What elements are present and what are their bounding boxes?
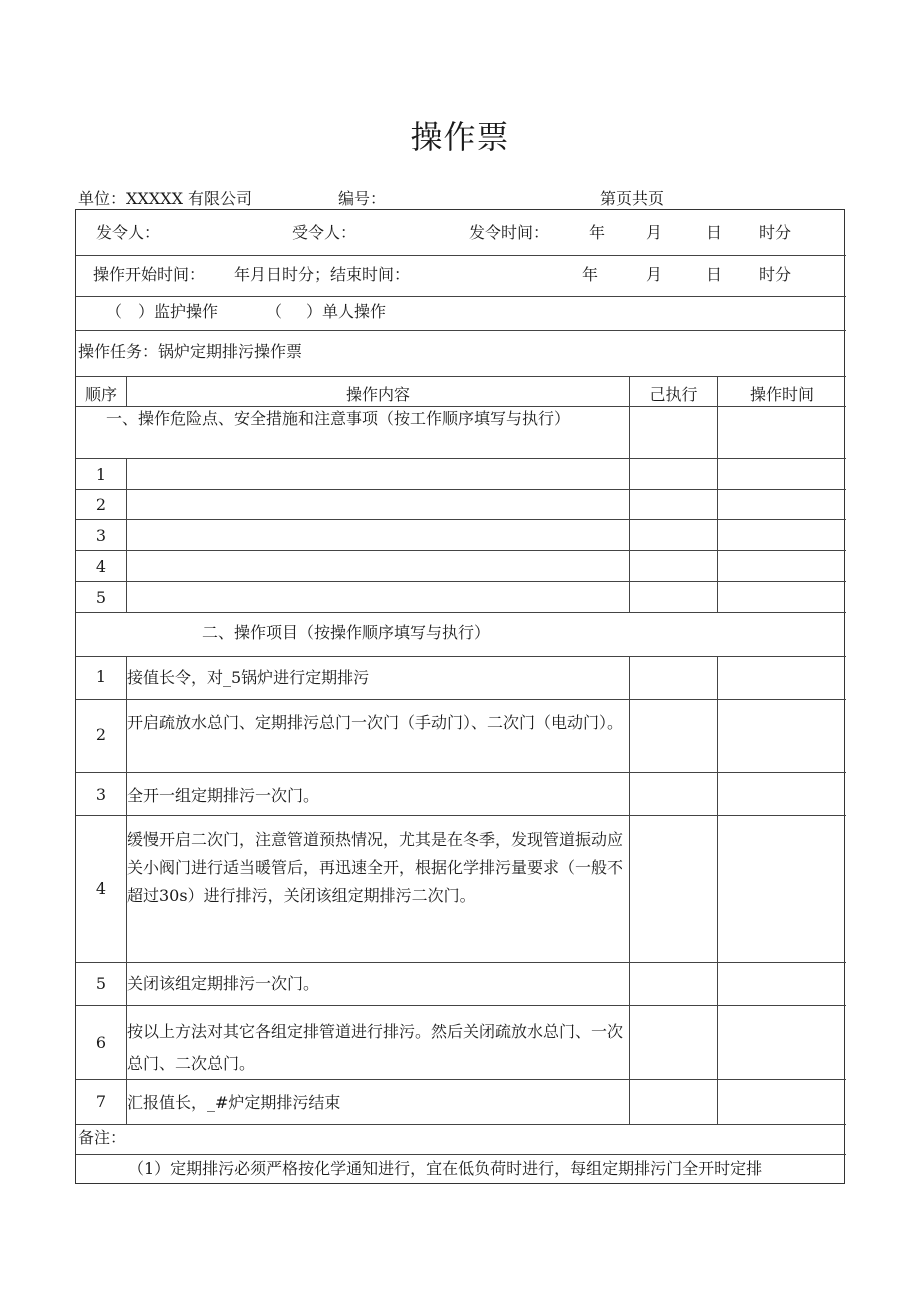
step-text: 缓慢开启二次门，注意管道预热情况，尤其是在冬季，发现管道振动应关小阀门进行适当暖管后，再迅速全开，根据化学排污量要求（一般不超过30s）进行排污，关闭该组定期排污二次门。 xyxy=(127,830,624,905)
unit-label: 单位：XXXXX 有限公司 xyxy=(78,189,253,208)
col-time: 操作时间 xyxy=(749,385,814,404)
step-seq: 6 xyxy=(95,1033,107,1052)
section2-title: 二、操作项目（按操作顺序填写与执行） xyxy=(202,623,491,642)
step-seq: 1 xyxy=(95,667,107,686)
end-day: 日 xyxy=(706,265,723,284)
step-seq: 3 xyxy=(95,785,107,804)
step-seq: 2 xyxy=(95,725,107,744)
single-checkbox[interactable]: （ xyxy=(266,302,283,321)
task-label: 操作任务：锅炉定期排污操作票 xyxy=(78,342,303,361)
start-end-time: 年月日时分；结束时间： xyxy=(234,265,411,284)
remarks-label: 备注： xyxy=(78,1128,127,1147)
col-content: 操作内容 xyxy=(345,385,410,404)
operation-ticket-table xyxy=(75,209,845,1184)
page-title: 操作票 xyxy=(410,118,510,156)
end-year: 年 xyxy=(582,265,599,284)
s1-row-seq: 2 xyxy=(95,495,107,514)
s1-row-seq: 3 xyxy=(95,526,107,545)
s1-row-seq: 4 xyxy=(95,557,107,576)
issue-time-label: 发令时间： xyxy=(469,223,550,242)
step-text: 关闭该组定期排污一次门。 xyxy=(127,974,320,993)
issue-year: 年 xyxy=(589,223,606,242)
remarks-line: （1）定期排污必须严格按化学通知进行，宜在低负荷时进行，每组定期排污门全开时定排 xyxy=(128,1159,763,1178)
col-seq: 顺序 xyxy=(84,385,117,404)
step-seq: 7 xyxy=(95,1092,107,1111)
single-label: ）单人操作 xyxy=(306,302,387,321)
start-time-label: 操作开始时间： xyxy=(93,265,206,284)
end-month: 月 xyxy=(646,265,663,284)
supervised-label: ）监护操作 xyxy=(138,302,219,321)
issue-month: 月 xyxy=(646,223,663,242)
step-text: 全开一组定期排污一次门。 xyxy=(127,786,320,805)
s1-row-seq: 5 xyxy=(95,588,107,607)
end-time-unit: 时分 xyxy=(759,265,792,284)
step-text: 汇报值长，_#炉定期排污结束 xyxy=(127,1093,341,1112)
page-count: 第页共页 xyxy=(600,189,665,208)
step-seq: 4 xyxy=(95,879,107,898)
step-text: 开启疏放水总门、定期排污总门一次门（手动门）、二次门（电动门）。 xyxy=(127,713,624,732)
step-text: 按以上方法对其它各组定排管道进行排污。然后关闭疏放水总门、一次总门、二次总门。 xyxy=(127,1022,624,1073)
issue-time-unit: 时分 xyxy=(759,223,792,242)
issue-day: 日 xyxy=(706,223,723,242)
section1-title: 一、操作危险点、安全措施和注意事项（按工作顺序填写与执行） xyxy=(106,409,571,428)
issuer-label: 发令人： xyxy=(96,223,161,242)
step-seq: 5 xyxy=(95,974,107,993)
supervised-checkbox[interactable]: （ xyxy=(106,302,123,321)
number-label: 编号： xyxy=(338,189,387,208)
col-done: 己执行 xyxy=(649,385,698,404)
receiver-label: 受令人： xyxy=(292,223,357,242)
s1-row-seq: 1 xyxy=(95,465,107,484)
step-text: 接值长令，对_5锅炉进行定期排污 xyxy=(127,668,370,687)
